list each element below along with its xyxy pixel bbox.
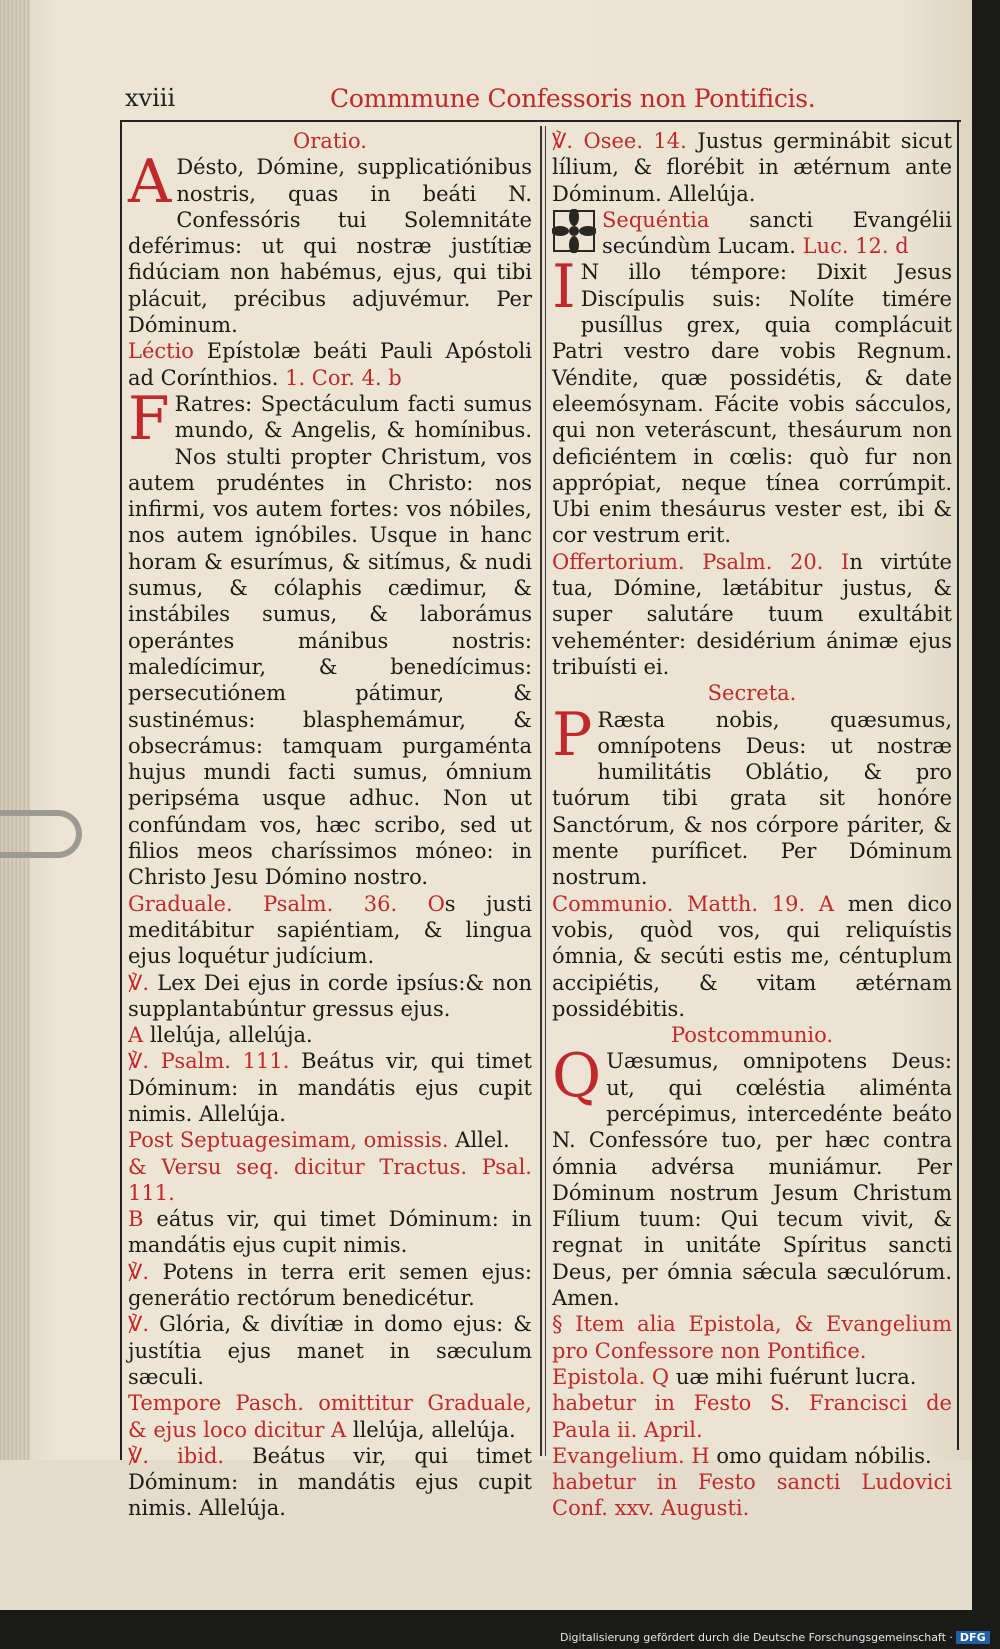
body-text: Glória, & divítiæ in domo ejus: & justítia ejus manet in sæculum sæculi.: [128, 1312, 532, 1389]
right-block: [552, 1041, 952, 1311]
left-heading: Oratio.: [293, 129, 367, 153]
left-block: [128, 1311, 532, 1390]
drop-initial: Q: [552, 1041, 602, 1112]
left-column: [128, 128, 532, 1522]
left-block: [128, 1022, 532, 1048]
credit-text: Digitalisierung gefördert durch die Deutsche Forschungsgemeinschaft ·: [560, 1631, 953, 1644]
rubric-text: ℣. Psalm. 111.: [128, 1049, 290, 1074]
left-block: [128, 383, 532, 891]
page-number: xviii: [125, 84, 176, 112]
body-text: N illo témpore: Dixit Jesus Discípulis suis: Nolíte timére pusíllus grex, quia complácuit Patri vestro dare vobis Regnum. Véndite, quæ possidétis, & date eleemósynam. Fácite vobis sácculos, qui non veteráscunt, thesáurum non deficiéntem in cœlis: quò fur non apprópiat, neque tínea corrúmpit. Ubi enim thesáurus vester est, ibi & cor vestrum erit.: [552, 260, 952, 548]
scripture-reference: Luc. 12. d: [795, 234, 909, 259]
body-text: llelúja, allelúja.: [143, 1023, 313, 1048]
rubric-text: habetur in Festo sancti Ludovici Conf. xxv. Augusti.: [552, 1470, 952, 1521]
fleuron-ornament-icon: [552, 209, 596, 253]
body-text: Lex Dei ejus in corde ipsíus:& non supplantabúntur gressus ejus.: [128, 970, 532, 1021]
body-text: Beátus vir, qui timet Dóminum: in mandátis ejus cupit nimis. Allelúja.: [128, 1443, 532, 1521]
rubric-text: Offertorium. Psalm. 20. I: [552, 549, 850, 574]
right-heading: Secreta.: [707, 681, 797, 706]
rubric-text: Tempore Pasch. omittitur Graduale, & ejus loco dicitur A: [128, 1391, 532, 1442]
right-block: [552, 1364, 952, 1390]
digitization-credit: [560, 1631, 990, 1644]
drop-initial: F: [128, 383, 170, 454]
running-head: Commmune Confessoris non Pontificis.: [330, 84, 816, 113]
frame-rule-left: [120, 120, 122, 1460]
rubric-text: B: [128, 1207, 144, 1232]
drop-initial: I: [552, 252, 576, 323]
right-block: [552, 891, 952, 1022]
left-block: [128, 1390, 532, 1443]
body-text: s justi meditábitur sapiéntiam, & lingua ejus loquétur judícium.: [128, 891, 532, 969]
body-text: Ræsta nobis, quæsumus, omnípotens Deus: ut nostræ humilitátis Oblátio, & pro tuórum tibi grata sit honóre Sanctórum, & nos córpore páriter, & mente puríficet. Per Dóminum nostrum.: [552, 707, 952, 890]
dfg-logo: DFG: [956, 1631, 990, 1644]
body-text: Epístolæ beáti Pauli Apóstoli ad Corínthios.: [128, 339, 532, 390]
right-block: [552, 699, 952, 891]
rubric-text: ℣. Osee. 14.: [552, 129, 687, 153]
page-edge: [0, 0, 30, 1610]
rubric-text: habetur in Festo S. Francisci de Paula ii. April.: [552, 1391, 952, 1442]
left-block: [128, 891, 532, 970]
right-block: [552, 207, 952, 260]
body-text: llelúja, allelúja.: [346, 1417, 516, 1442]
body-text: omo quidam nóbilis.: [709, 1443, 932, 1468]
rubric-text: Léctio: [128, 339, 194, 364]
left-block: [128, 1443, 532, 1522]
body-text: men dico vobis, quòd vos, qui reliquístis ómnia, & secúti estis me, céntuplum accipiétis, & vitam ætérnam possidébitis.: [552, 891, 952, 1021]
scripture-reference: 1. Cor. 4. b: [278, 365, 402, 390]
left-block: [128, 970, 532, 1023]
right-block: [552, 252, 952, 548]
right-block: [552, 1311, 952, 1364]
body-text: uæ mihi fuérunt lucra.: [669, 1364, 917, 1389]
right-heading: Postcommunio.: [670, 1023, 834, 1048]
column-divider: [540, 126, 542, 1456]
rubric-text: Evangelium. H: [552, 1443, 710, 1468]
body-text: eátus vir, qui timet Dóminum: in mandátis ejus cupit nimis.: [128, 1207, 532, 1258]
frame-rule-right: [957, 120, 959, 1450]
left-block: [128, 1154, 532, 1207]
rubric-text: A: [128, 1023, 144, 1048]
rubric-text: Epistola. Q: [552, 1364, 670, 1389]
page-clip: [0, 810, 82, 858]
left-block: [128, 1206, 532, 1259]
rubric-text: § Item alia Epistola, & Evangelium pro Confessore non Pontifice.: [552, 1312, 952, 1363]
drop-initial: P: [552, 699, 593, 770]
right-block: [552, 549, 952, 680]
rubric-text: ℣. ibid.: [128, 1443, 225, 1468]
body-text: Allel.: [448, 1128, 510, 1153]
right-block: [552, 128, 952, 207]
frame-rule-top: [120, 120, 961, 122]
body-text: Potens in terra erit semen ejus: generátio rectórum benedicétur.: [128, 1259, 532, 1311]
left-block: [128, 1048, 532, 1127]
body-text: Uæsumus, omnipotens Deus: ut, qui cœléstia aliménta percépimus, intercedénte beáto N. Confessóre tuo, per hæc contra ómnia advérsa muniámur. Per Dóminum nostrum Jesum Christum Fílium tuum: Qui tecum vivit, & regnat in unitáte Spíritus sancti Deus, per ómnia sǽcula sæculórum. Amen.: [552, 1049, 952, 1311]
column-divider-inner: [545, 126, 546, 1456]
body-text: Beátus vir, qui timet Dóminum: in mandátis ejus cupit nimis. Allelúja.: [128, 1049, 532, 1126]
rubric-text: Sequéntia: [602, 207, 710, 232]
right-block: [552, 1469, 952, 1522]
rubric-text: & Versu seq. dicitur Tractus. Psal. 111.: [128, 1154, 532, 1205]
left-block: [128, 1127, 532, 1153]
drop-initial: A: [128, 147, 172, 218]
rubric-text: ℣.: [128, 970, 150, 995]
right-column: [552, 128, 952, 1522]
rubric-text: ℣.: [128, 1312, 150, 1337]
rubric-text: Communio. Matth. 19. A: [552, 891, 835, 916]
left-block: [128, 1259, 532, 1312]
rubric-text: Post Septuagesimam, omissis.: [128, 1128, 449, 1153]
rubric-text: ℣.: [128, 1259, 150, 1284]
right-block: [552, 1390, 952, 1443]
body-text: Désto, Dómine, supplicatiónibus nostris, quas in beáti N. Confessóris tui Solemnitáte deférimus: ut qui nostræ justítiæ fidúciam non habémus, ejus, qui tibi plácuit, précibus adjuvémur. Per Dóminum.: [128, 155, 532, 338]
body-text: Ratres: Spectáculum facti sumus mundo, & Angelis, & homínibus. Nos stulti propter Christum, vos autem prudéntes in Christo: nos infirmi, vos autem fortes: vos nóbiles, nos autem ignóbiles. Usque in hanc horam & esurímus, & sitímus, & nudi sumus, & cólaphis cædimur, & instábiles sumus, & laborámus operántes mánibus nostris: maledícimur, & benedícimus: persecutiónem pátimur, & sustinémus: blasphemámur, & obsecrámus: tamquam purgaménta hujus mundi facti sumus, ómnium peripséma usque adhuc. Non ut confúndam vos, hæc scribo, sed ut filios meos charíssimos móneo: in Christo Jesu Dómino nostro.: [128, 391, 532, 890]
body-text: Justus germinábit sicut lílium, & florébit in ætérnum ante Dóminum. Allelúja.: [552, 129, 953, 206]
left-block: [128, 147, 532, 338]
right-block: [552, 1443, 952, 1469]
body-text: n virtúte tua, Dómine, lætábitur justus, & super salutáre tuum exultábit veheménter: desidérium ánimæ ejus tribuísti ei.: [552, 549, 952, 679]
left-block: [128, 338, 532, 391]
body-text: sancti Evangélii secúndùm Lucam.: [602, 207, 952, 259]
rubric-text: Graduale. Psalm. 36. O: [128, 891, 445, 916]
